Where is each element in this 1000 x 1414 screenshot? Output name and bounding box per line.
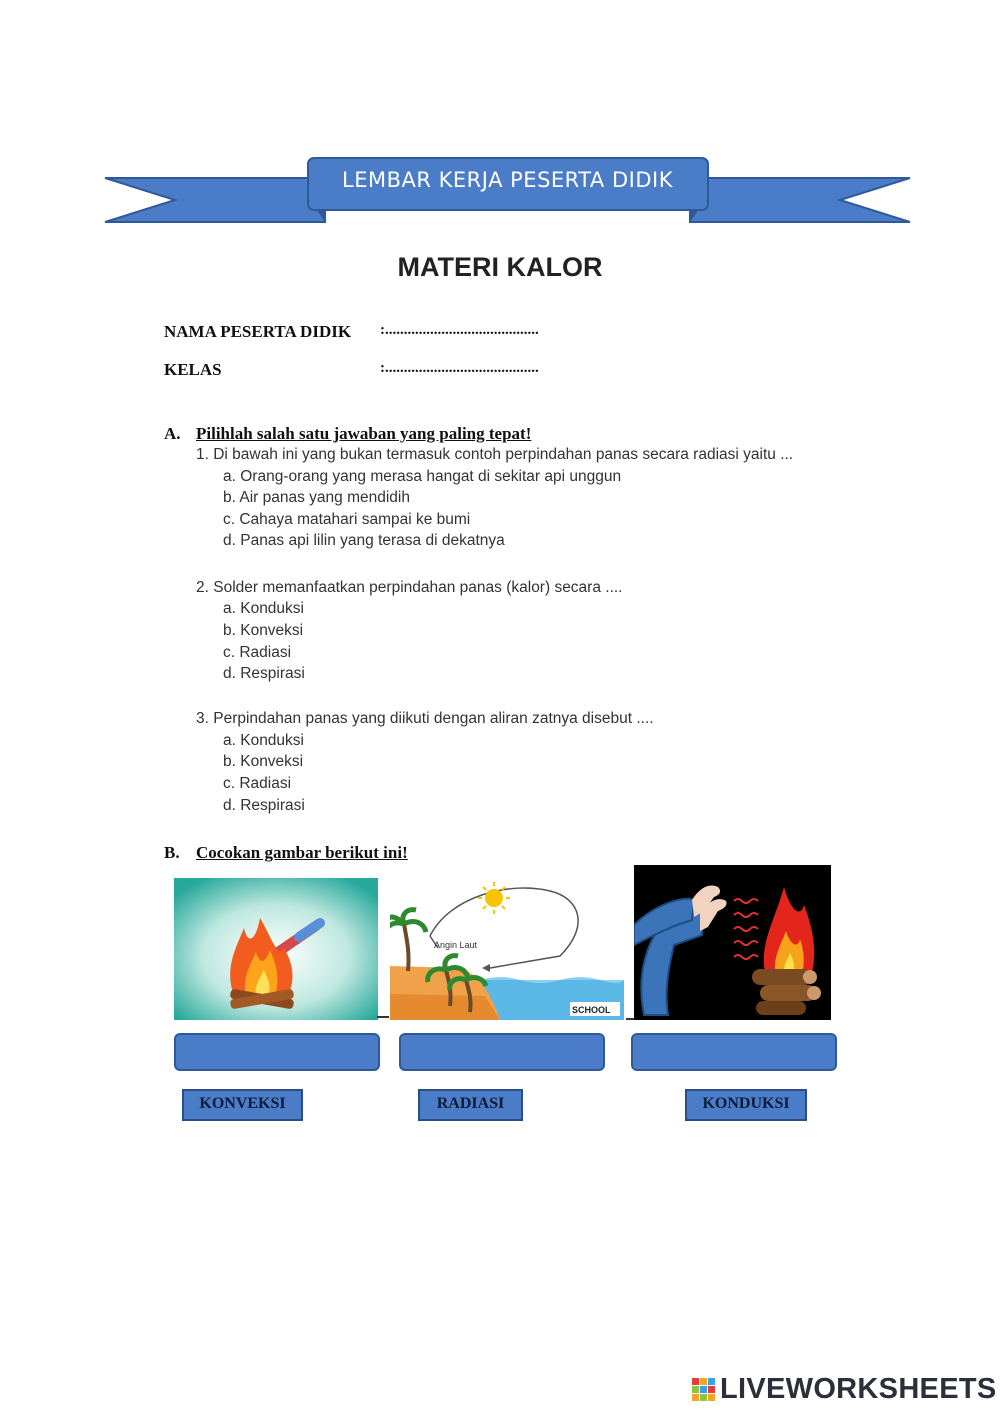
- divider: [626, 1018, 634, 1020]
- page-title: MATERI KALOR: [397, 252, 603, 282]
- liveworksheets-logo-icon: [692, 1376, 718, 1406]
- divider: [377, 1016, 389, 1018]
- answer-box-1[interactable]: [174, 1033, 380, 1071]
- sea-breeze-image: [390, 876, 624, 1020]
- class-field: :.........................................: [380, 360, 539, 376]
- section-a-title: Pilihlah salah satu jawaban yang paling tepat!: [196, 424, 532, 443]
- banner-title: LEMBAR KERJA PESERTA DIDIK: [342, 168, 673, 192]
- hands-fire-image: [634, 865, 831, 1020]
- question-2-option-d[interactable]: d. Respirasi: [223, 665, 305, 682]
- answer-box-3[interactable]: [631, 1033, 837, 1071]
- word-konveksi[interactable]: KONVEKSI: [182, 1089, 303, 1121]
- liveworksheets-brand[interactable]: LIVEWORKSHEETS: [720, 1373, 997, 1405]
- section-b-title: Cocokan gambar berikut ini!: [196, 843, 408, 862]
- question-1-option-b[interactable]: b. Air panas yang mendidih: [223, 489, 410, 506]
- question-1: 1. Di bawah ini yang bukan termasuk contoh perpindahan panas secara radiasi yaitu ...: [196, 446, 794, 463]
- answer-box-2[interactable]: [399, 1033, 605, 1071]
- angin-laut-label: Angin Laut: [434, 940, 478, 950]
- campfire-rod-image: [174, 878, 378, 1020]
- section-a-letter: A.: [164, 424, 181, 443]
- question-1-option-d[interactable]: d. Panas api lilin yang terasa di dekatnya: [223, 532, 505, 549]
- question-1-option-a[interactable]: a. Orang-orang yang merasa hangat di sekitar api unggun: [223, 468, 622, 485]
- student-name-label: NAMA PESERTA DIDIK: [164, 322, 352, 341]
- school-logo-label: SCHOOL: [572, 1005, 611, 1015]
- question-1-option-c[interactable]: c. Cahaya matahari sampai ke bumi: [223, 511, 471, 528]
- word-konduksi[interactable]: KONDUKSI: [685, 1089, 807, 1121]
- question-2-option-b[interactable]: b. Konveksi: [223, 622, 304, 639]
- section-b-letter: B.: [164, 843, 180, 862]
- question-3-option-b[interactable]: b. Konveksi: [223, 753, 304, 770]
- question-2-option-a[interactable]: a. Konduksi: [223, 600, 304, 617]
- question-2: 2. Solder memanfaatkan perpindahan panas (kalor) secara ....: [196, 579, 623, 596]
- question-3-option-a[interactable]: a. Konduksi: [223, 732, 304, 749]
- question-3-option-c[interactable]: c. Radiasi: [223, 775, 292, 792]
- student-name-field: :.........................................: [380, 322, 539, 338]
- question-3: 3. Perpindahan panas yang diikuti dengan aliran zatnya disebut ....: [196, 710, 654, 727]
- question-3-option-d[interactable]: d. Respirasi: [223, 797, 305, 814]
- question-2-option-c[interactable]: c. Radiasi: [223, 644, 292, 661]
- class-label: KELAS: [164, 360, 222, 379]
- word-radiasi[interactable]: RADIASI: [418, 1089, 523, 1121]
